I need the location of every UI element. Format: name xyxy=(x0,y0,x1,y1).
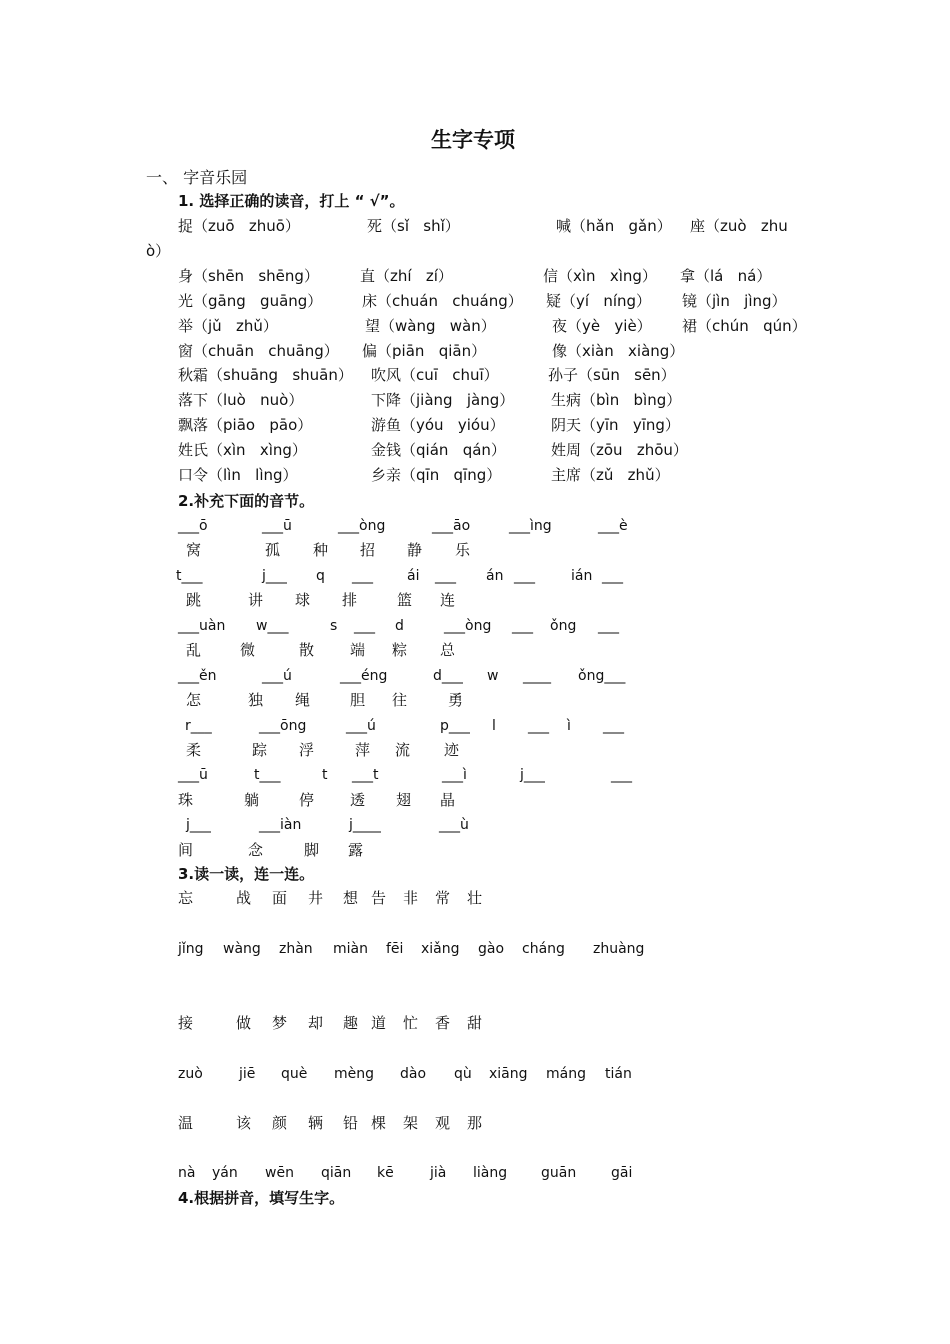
character: 勇 xyxy=(448,691,464,709)
syllable-blank: ____ xyxy=(523,668,551,684)
syllable-blank: ___òng xyxy=(444,618,492,634)
character: 露 xyxy=(348,841,364,859)
pinyin: miàn xyxy=(333,941,368,957)
pinyin: xiǎng xyxy=(421,941,460,957)
character: 做 xyxy=(236,1014,252,1032)
character: 香 xyxy=(435,1014,451,1032)
reading-choice-item: 生病（bìn bìng） xyxy=(551,391,682,409)
reading-choice-item: 阴天（yīn yīng） xyxy=(551,416,680,434)
reading-choice-item: 金钱（qián qán） xyxy=(371,441,506,459)
syllable-blank: ___ xyxy=(611,767,632,783)
reading-choice-item: 举（jǔ zhǔ） xyxy=(178,317,278,335)
character: 绳 xyxy=(295,691,311,709)
syllable-blank: ___éng xyxy=(340,668,388,684)
syllable-blank: ___ xyxy=(352,568,373,584)
pinyin: qiān xyxy=(321,1165,352,1181)
pinyin: xiāng xyxy=(489,1066,528,1082)
reading-choice-item: 直（zhí zí） xyxy=(360,267,453,285)
reading-choice-item: 主席（zǔ zhǔ） xyxy=(551,466,670,484)
character: 壮 xyxy=(467,889,483,907)
syllable-blank: ___è xyxy=(598,518,628,534)
pinyin: jià xyxy=(430,1165,447,1181)
syllable-blank: ___ù xyxy=(439,817,469,833)
character: 怎 xyxy=(186,691,202,709)
character: 排 xyxy=(342,591,358,609)
pinyin: wēn xyxy=(265,1165,294,1181)
character: 萍 xyxy=(355,741,371,759)
character: 忙 xyxy=(403,1014,419,1032)
pinyin: tián xyxy=(605,1066,632,1082)
character: 战 xyxy=(236,889,252,907)
syllable-blank: ǒng xyxy=(550,618,577,634)
syllable-blank: ___ì xyxy=(442,767,467,783)
pinyin: zhuàng xyxy=(593,941,645,957)
character: 乐 xyxy=(455,541,471,559)
reading-choice-item: 疑（yí níng） xyxy=(546,292,652,310)
syllable-blank: ___ōng xyxy=(259,718,307,734)
syllable-blank: ___òng xyxy=(338,518,386,534)
character: 停 xyxy=(299,791,315,809)
syllable-blank: ___ū xyxy=(178,767,208,783)
syllable-blank: w xyxy=(487,668,499,684)
character: 散 xyxy=(299,641,315,659)
character: 珠 xyxy=(178,791,194,809)
reading-choice-item: 下降（jiàng jàng） xyxy=(371,391,515,409)
reading-choice-item: 吹风（cuī chuī） xyxy=(371,366,499,384)
character: 柔 xyxy=(186,741,202,759)
syllable-blank: ___ xyxy=(435,568,456,584)
pinyin: kē xyxy=(377,1165,394,1181)
syllable-blank: ___ xyxy=(603,718,624,734)
character: 胆 xyxy=(350,691,366,709)
character: 架 xyxy=(403,1114,419,1132)
pinyin: gāi xyxy=(611,1165,633,1181)
character: 面 xyxy=(272,889,288,907)
reading-choice-item: 夜（yè yiè） xyxy=(552,317,652,335)
question-2-heading: 2.补充下面的音节。 xyxy=(178,492,315,510)
reading-choice-item: 镜（jìn jìng） xyxy=(682,292,787,310)
character: 种 xyxy=(313,541,329,559)
question-3-heading: 3.读一读，连一连。 xyxy=(178,865,315,883)
syllable-blank: w___ xyxy=(256,618,289,634)
pinyin: liàng xyxy=(473,1165,508,1181)
character: 透 xyxy=(350,791,366,809)
character: 晶 xyxy=(440,791,456,809)
reading-choice-item: 姓氏（xìn xìng） xyxy=(178,441,307,459)
pinyin: máng xyxy=(546,1066,586,1082)
syllable-blank: ___ū xyxy=(262,518,292,534)
syllable-blank: ___t xyxy=(352,767,379,783)
syllable-blank: ___ xyxy=(512,618,533,634)
syllable-blank: ___ěn xyxy=(178,668,217,684)
pinyin: qù xyxy=(454,1066,472,1082)
character: 流 xyxy=(395,741,411,759)
pinyin: fēi xyxy=(386,941,404,957)
syllable-blank: ___ xyxy=(598,618,619,634)
reading-choice-item: 口令（lìn lìng） xyxy=(178,466,298,484)
syllable-blank: ì xyxy=(567,718,571,734)
character: 窝 xyxy=(186,541,202,559)
character: 躺 xyxy=(244,791,260,809)
character: 辆 xyxy=(308,1114,324,1132)
character: 独 xyxy=(248,691,264,709)
character: 温 xyxy=(178,1114,194,1132)
pinyin: zuò xyxy=(178,1066,203,1082)
syllable-blank: t___ xyxy=(176,568,203,584)
syllable-blank: ___ú xyxy=(346,718,376,734)
reading-choice-item: 游鱼（yóu yióu） xyxy=(371,416,505,434)
character: 非 xyxy=(403,889,419,907)
section-heading: 一、 字音乐园 xyxy=(146,168,248,187)
character: 该 xyxy=(236,1114,252,1132)
page-title: 生字专项 xyxy=(431,128,515,152)
reading-choice-item: 望（wàng wàn） xyxy=(365,317,496,335)
pinyin: wàng xyxy=(223,941,261,957)
character: 棵 xyxy=(371,1114,387,1132)
question-1-heading: 1. 选择正确的读音，打上 “ √”。 xyxy=(178,192,405,210)
character: 铅 xyxy=(343,1114,359,1132)
pinyin: cháng xyxy=(522,941,565,957)
character: 跳 xyxy=(186,591,202,609)
syllable-blank: q xyxy=(316,568,325,584)
reading-choice-item: 窗（chuān chuāng） xyxy=(178,342,339,360)
syllable-blank: ___ xyxy=(354,618,375,634)
character: 却 xyxy=(308,1014,324,1032)
character: 往 xyxy=(392,691,408,709)
reading-choice-item: 裙（chún qún） xyxy=(682,317,807,335)
pinyin: jiē xyxy=(239,1066,256,1082)
syllable-blank: ián xyxy=(571,568,593,584)
reading-choice-item: 秋霜（shuāng shuān） xyxy=(178,366,353,384)
pinyin: jǐng xyxy=(178,941,204,957)
character: 粽 xyxy=(392,641,408,659)
character: 总 xyxy=(440,641,456,659)
reading-choice-item: 捉（zuō zhuō） xyxy=(178,217,300,235)
character: 甜 xyxy=(467,1014,483,1032)
reading-choice-item: 座（zuò zhu xyxy=(690,217,788,235)
character: 微 xyxy=(240,641,256,659)
syllable-blank: j___ xyxy=(520,767,545,783)
syllable-blank: ___iàn xyxy=(259,817,302,833)
reading-choice-item: ò） xyxy=(146,242,171,260)
reading-choice-item: 孙子（sūn sēn） xyxy=(548,366,676,384)
syllable-blank: j____ xyxy=(349,817,381,833)
character: 篮 xyxy=(397,591,413,609)
syllable-blank: j___ xyxy=(262,568,287,584)
syllable-blank: t___ xyxy=(254,767,281,783)
character: 梦 xyxy=(272,1014,288,1032)
character: 间 xyxy=(178,841,194,859)
question-4-heading: 4.根据拼音，填写生字。 xyxy=(178,1189,345,1207)
reading-choice-item: 拿（lá ná） xyxy=(680,267,772,285)
character: 连 xyxy=(440,591,456,609)
character: 球 xyxy=(295,591,311,609)
character: 趣 xyxy=(343,1014,359,1032)
reading-choice-item: 像（xiàn xiàng） xyxy=(552,342,685,360)
character: 颜 xyxy=(272,1114,288,1132)
character: 接 xyxy=(178,1014,194,1032)
syllable-blank: ___ú xyxy=(262,668,292,684)
character: 孤 xyxy=(265,541,281,559)
syllable-blank: ___ xyxy=(602,568,623,584)
syllable-blank: ___āo xyxy=(432,518,471,534)
character: 迹 xyxy=(444,741,460,759)
character: 念 xyxy=(248,841,264,859)
character: 常 xyxy=(435,889,451,907)
pinyin: gào xyxy=(478,941,505,957)
syllable-blank: ___ō xyxy=(178,518,208,534)
reading-choice-item: 偏（piān qiān） xyxy=(362,342,487,360)
character: 脚 xyxy=(304,841,320,859)
syllable-blank: ___ìng xyxy=(509,518,552,534)
character: 端 xyxy=(350,641,366,659)
character: 想 xyxy=(343,889,359,907)
reading-choice-item: 身（shēn shēng） xyxy=(178,267,319,285)
character: 静 xyxy=(407,541,423,559)
pinyin: zhàn xyxy=(279,941,313,957)
character: 告 xyxy=(371,889,387,907)
pinyin: nà xyxy=(178,1165,196,1181)
character: 讲 xyxy=(248,591,264,609)
reading-choice-item: 床（chuán chuáng） xyxy=(362,292,523,310)
syllable-blank: ǒng___ xyxy=(578,668,626,684)
character: 道 xyxy=(371,1014,387,1032)
character: 招 xyxy=(360,541,376,559)
character: 那 xyxy=(467,1114,483,1132)
reading-choice-item: 光（gāng guāng） xyxy=(178,292,323,310)
pinyin: què xyxy=(281,1066,308,1082)
pinyin: mèng xyxy=(334,1066,375,1082)
character: 踪 xyxy=(252,741,268,759)
character: 井 xyxy=(308,889,324,907)
syllable-blank: r___ xyxy=(185,718,212,734)
character: 浮 xyxy=(299,741,315,759)
reading-choice-item: 落下（luò nuò） xyxy=(178,391,304,409)
pinyin: dào xyxy=(400,1066,427,1082)
reading-choice-item: 飘落（piāo pāo） xyxy=(178,416,313,434)
syllable-blank: s xyxy=(330,618,338,634)
pinyin: yán xyxy=(212,1165,238,1181)
syllable-blank: ___uàn xyxy=(178,618,226,634)
syllable-blank: j___ xyxy=(186,817,211,833)
syllable-blank: ___ xyxy=(528,718,549,734)
pinyin: guān xyxy=(541,1165,577,1181)
syllable-blank: p___ xyxy=(440,718,470,734)
syllable-blank: t xyxy=(322,767,328,783)
syllable-blank: ái xyxy=(407,568,420,584)
reading-choice-item: 喊（hǎn gǎn） xyxy=(556,217,672,235)
syllable-blank: án xyxy=(486,568,504,584)
reading-choice-item: 乡亲（qīn qīng） xyxy=(371,466,502,484)
syllable-blank: d xyxy=(395,618,404,634)
character: 观 xyxy=(435,1114,451,1132)
character: 翅 xyxy=(396,791,412,809)
reading-choice-item: 信（xìn xìng） xyxy=(543,267,657,285)
syllable-blank: d___ xyxy=(433,668,463,684)
character: 忘 xyxy=(178,889,194,907)
reading-choice-item: 姓周（zōu zhōu） xyxy=(551,441,688,459)
character: 乱 xyxy=(186,641,202,659)
syllable-blank: l xyxy=(492,718,496,734)
reading-choice-item: 死（sǐ shǐ） xyxy=(367,217,460,235)
syllable-blank: ___ xyxy=(514,568,535,584)
